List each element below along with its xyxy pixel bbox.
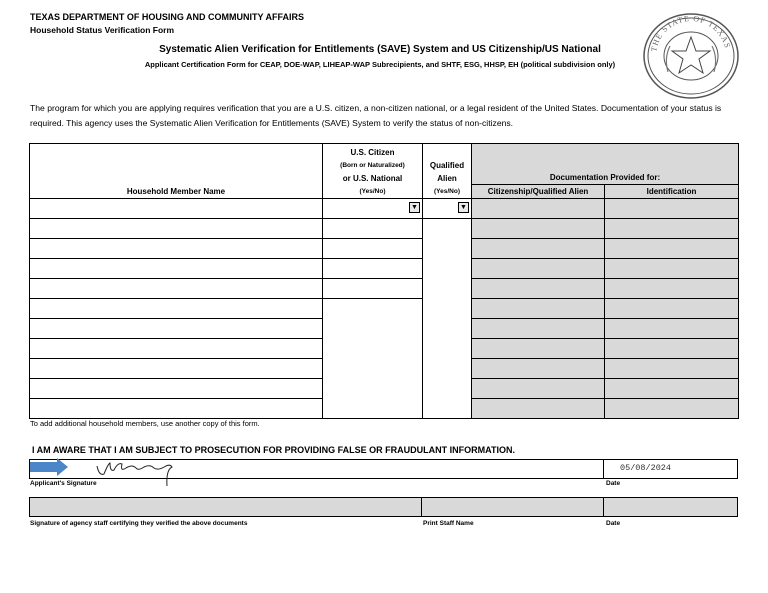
form-subtitle: Applicant Certification Form for CEAP, DOE-WAP, LIHEAP-WAP Subrecipients, and SHTF, ESG, HHSP, EH (political subdivision only) <box>144 60 616 69</box>
member-name-field[interactable] <box>30 219 323 239</box>
member-name-field[interactable] <box>30 299 323 319</box>
identification-doc-field[interactable] <box>605 399 739 419</box>
member-name-field[interactable] <box>30 279 323 299</box>
alien-select[interactable] <box>423 239 472 259</box>
table-row <box>30 359 739 379</box>
staff-signature-label: Signature of agency staff certifying they verified the above documents <box>30 520 248 527</box>
citizen-select[interactable] <box>323 279 423 299</box>
identification-doc-field[interactable] <box>605 199 739 219</box>
col-household-member-name: Household Member Name <box>30 144 323 199</box>
identification-doc-field[interactable] <box>605 319 739 339</box>
citizenship-doc-field[interactable] <box>472 299 605 319</box>
member-name-field[interactable] <box>30 359 323 379</box>
applicant-date-label: Date <box>606 480 621 487</box>
citizenship-doc-field[interactable] <box>472 279 605 299</box>
handwritten-signature <box>92 458 182 488</box>
citizen-select[interactable] <box>323 319 423 339</box>
staff-divider <box>421 497 422 517</box>
alien-select[interactable] <box>423 199 472 219</box>
table-row <box>30 379 739 399</box>
citizen-select[interactable] <box>323 379 423 399</box>
table-row <box>30 259 739 279</box>
table-row <box>30 199 739 219</box>
citizenship-doc-field[interactable] <box>472 319 605 339</box>
alien-select[interactable] <box>423 279 472 299</box>
prosecution-warning: I AM AWARE THAT I AM SUBJECT TO PROSECUTION FOR PROVIDING FALSE OR FRAUDULANT INFORMATION. <box>32 445 515 455</box>
member-name-field[interactable] <box>30 339 323 359</box>
chevron-down-icon[interactable]: ▼ <box>409 202 420 213</box>
intro-text: The program for which you are applying requires verification that you are a U.S. citizen, a non-citizen national, or a legal resident of the United States. Documentation of your status is required. This agency uses the Systematic Alien Verification for Entitlements (SAVE) System to verify the status of non-citizens. <box>30 103 722 128</box>
table-row <box>30 299 739 319</box>
citizenship-doc-field[interactable] <box>472 399 605 419</box>
member-name-field[interactable] <box>30 399 323 419</box>
form-title: Systematic Alien Verification for Entitlements (SAVE) System and US Citizenship/US National <box>159 44 601 55</box>
identification-doc-field[interactable] <box>605 299 739 319</box>
arrow-right-icon <box>30 458 70 476</box>
citizenship-doc-field[interactable] <box>472 379 605 399</box>
form-name: Household Status Verification Form <box>30 25 175 35</box>
identification-doc-field[interactable] <box>605 239 739 259</box>
household-table <box>29 143 739 419</box>
alien-select[interactable] <box>423 379 472 399</box>
citizenship-doc-field[interactable] <box>472 259 605 279</box>
col-doc-identification: Identification <box>605 185 739 199</box>
citizen-select[interactable] <box>323 299 423 319</box>
applicant-signature-label: Applicant's Signature <box>30 480 97 487</box>
alien-select[interactable] <box>423 339 472 359</box>
table-row <box>30 319 739 339</box>
table-row <box>30 399 739 419</box>
svg-text:THE STATE OF TEXAS: THE STATE OF TEXAS <box>649 13 733 53</box>
member-name-field[interactable] <box>30 319 323 339</box>
staff-date-label: Date <box>606 520 621 527</box>
table-row <box>30 219 739 239</box>
citizen-select[interactable] <box>323 199 423 219</box>
col-us-citizen: U.S. Citizen (Born or Naturalized) or U.S. National (Yes/No) <box>323 144 423 199</box>
signature-divider <box>603 459 604 479</box>
staff-signature-field[interactable] <box>29 497 738 517</box>
table-row <box>30 279 739 299</box>
identification-doc-field[interactable] <box>605 279 739 299</box>
col-doc-citizenship: Citizenship/Qualified Alien <box>472 185 605 199</box>
chevron-down-icon[interactable]: ▼ <box>458 202 469 213</box>
col-qualified-alien: Qualified Alien (Yes/No) <box>423 144 472 199</box>
identification-doc-field[interactable] <box>605 379 739 399</box>
identification-doc-field[interactable] <box>605 339 739 359</box>
alien-select[interactable] <box>423 219 472 239</box>
signature-date-value[interactable]: 05/08/2024 <box>620 463 672 473</box>
alien-select[interactable] <box>423 299 472 319</box>
citizenship-doc-field[interactable] <box>472 359 605 379</box>
member-name-field[interactable] <box>30 199 323 219</box>
col-documentation: Documentation Provided for: <box>472 144 739 185</box>
alien-select[interactable] <box>423 259 472 279</box>
citizenship-doc-field[interactable] <box>472 199 605 219</box>
citizenship-doc-field[interactable] <box>472 219 605 239</box>
table-row <box>30 339 739 359</box>
texas-seal-icon <box>642 12 740 100</box>
citizen-select[interactable] <box>323 239 423 259</box>
citizenship-doc-field[interactable] <box>472 239 605 259</box>
member-name-field[interactable] <box>30 259 323 279</box>
alien-select[interactable] <box>423 319 472 339</box>
citizen-select[interactable] <box>323 339 423 359</box>
member-name-field[interactable] <box>30 239 323 259</box>
citizen-select[interactable] <box>323 259 423 279</box>
alien-select[interactable] <box>423 359 472 379</box>
table-row <box>30 239 739 259</box>
citizen-select[interactable] <box>323 219 423 239</box>
additional-members-note: To add additional household members, use another copy of this form. <box>30 419 260 428</box>
member-name-field[interactable] <box>30 379 323 399</box>
identification-doc-field[interactable] <box>605 259 739 279</box>
alien-select[interactable] <box>423 399 472 419</box>
agency-name: TEXAS DEPARTMENT OF HOUSING AND COMMUNITY AFFAIRS <box>30 12 305 22</box>
identification-doc-field[interactable] <box>605 219 739 239</box>
identification-doc-field[interactable] <box>605 359 739 379</box>
citizen-select[interactable] <box>323 399 423 419</box>
print-staff-name-label: Print Staff Name <box>423 520 474 527</box>
staff-divider <box>603 497 604 517</box>
citizenship-doc-field[interactable] <box>472 339 605 359</box>
citizen-select[interactable] <box>323 359 423 379</box>
